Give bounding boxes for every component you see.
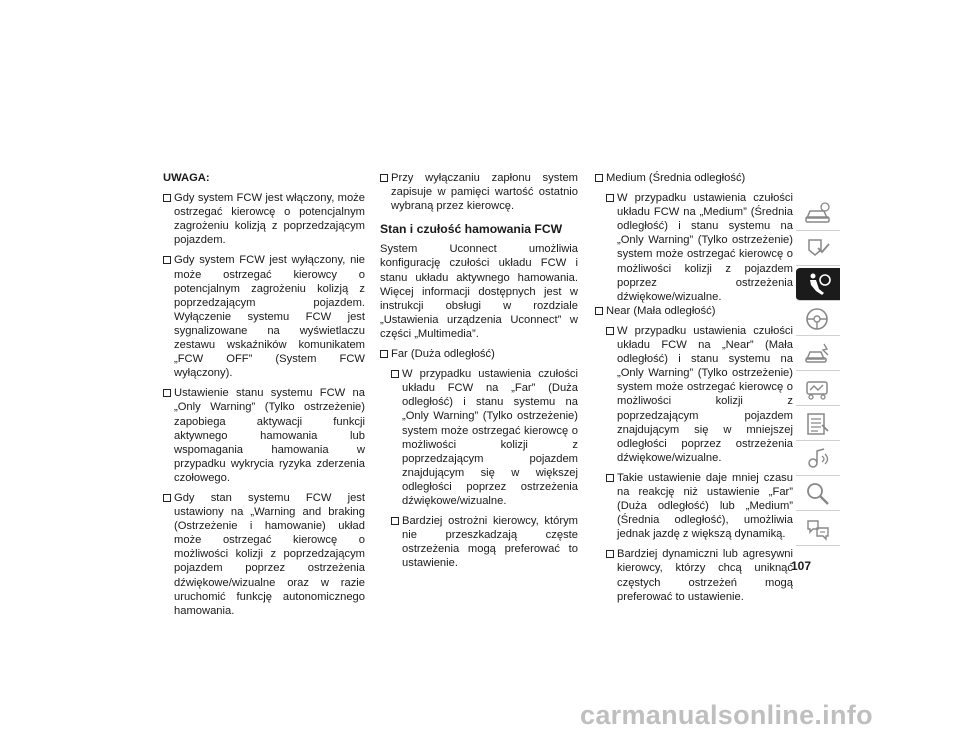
chapter-tabs-sidebar: [796, 198, 842, 548]
sub-list-item: Bardziej dynamiczni lub agresywni kierowcy, którzy chcą uniknąć częstych ostrzeżeń mogą preferować to ustawienie.: [606, 547, 793, 603]
checkbox-bullet-icon: [163, 256, 171, 264]
sub-list-item: W przypadku ustawienia czułości układu FCW na „Near” (Mała odległość) i stanu systemu na „Only Warning” (Tylko ostrzeżenie) system może ostrzegać kierowcę o możliwości kolizji z poprzedzającym pojazdem znajdującym się w mniejszej odległości poprzez ostrzeżenia dźwiękowe/wizualne.: [606, 324, 793, 465]
checkbox-bullet-icon: [380, 350, 388, 358]
checkbox-bullet-icon: [606, 550, 614, 558]
list-item: Ustawienie stanu systemu FCW na „Only Warning” (Tylko ostrzeżenie) zapobiega aktywacji funkcji aktywnego hamowania lub wspomagania hamowania w przypadku wykrycia ryzyka zderzenia czołowego.: [163, 386, 365, 485]
sub-list-item: Bardziej ostrożni kierowcy, którym nie przeszkadzają częste ostrzeżenia mogą preferować to ustawienie.: [391, 514, 578, 570]
checkbox-bullet-icon: [606, 194, 614, 202]
list-item-near: Near (Mała odległość): [595, 304, 793, 318]
language-icon: [804, 516, 832, 542]
sub-list-item: W przypadku ustawienia czułości układu FCW na „Medium” (Średnia odległość) i stanu systemu na „Only Warning” (Tylko ostrzeżenie) system może ostrzegać kierowcę o możliwości kolizji z pojazdem poprzez ostrzeżenia dźwiękowe/wizualne.: [606, 191, 793, 304]
list-item-medium: Medium (Średnia odległość): [595, 171, 793, 185]
checkbox-bullet-icon: [380, 174, 388, 182]
column-3: [595, 171, 793, 610]
tab-multimedia[interactable]: [796, 443, 840, 476]
checklist-icon: [804, 411, 832, 437]
list-item-far: Far (Duża odległość): [380, 347, 578, 361]
sub-list-item: W przypadku ustawienia czułości układu FCW na „Far” (Duża odległość) i stanu systemu na „Only Warning” (Tylko ostrzeżenie) system może ostrzegać kierowcę o możliwości kolizji z poprzedzającym pojazdem znajdującym się w większej odległości poprzez ostrzeżenia dźwiękowe/wizualne.: [391, 367, 578, 508]
warning-lights-icon: [804, 236, 832, 262]
sub-list-item: Takie ustawienie daje mniej czasu na reakcję niż ustawienie „Far” (Duża odległość) lub „Medium” (Średnia odległość), umożliwia jednak jazdę z większą dynamiką.: [606, 471, 793, 541]
list-item: Gdy system FCW jest włączony, może ostrzegać kierowcę o potencjalnym zagrożeniu kolizją z poprzedzającym pojazdem.: [163, 191, 365, 247]
tab-search[interactable]: [796, 478, 840, 511]
tab-steering-wheel[interactable]: [796, 303, 840, 336]
car-crash-icon: [804, 341, 832, 367]
checkbox-bullet-icon: [606, 327, 614, 335]
checkbox-bullet-icon: [595, 174, 603, 182]
checkbox-bullet-icon: [163, 494, 171, 502]
list-item: Gdy system FCW jest wyłączony, nie może ostrzegać kierowcy o potencjalnym zagrożeniu kolizją z poprzedzającym pojazdem. Wyłączenie systemu FCW jest sygnalizowane na wyświetlaczu zestawu wskaźników komunikatem „FCW OFF” (System FCW wyłączony).: [163, 253, 365, 380]
tab-car-service[interactable]: [796, 373, 840, 406]
multimedia-icon: [804, 446, 832, 472]
column-1: [163, 171, 365, 624]
section-heading: Stan i czułość hamowania FCW: [380, 222, 563, 237]
tab-language[interactable]: [796, 513, 840, 546]
car-info-icon: [804, 201, 832, 227]
paragraph: System Uconnect umożliwia konfigurację czułości układu FCW i stanu układu aktywnego hamowania. Więcej informacji dostępnych jest w instrukcji obsługi w rozdziale „Ustawienia urządzenia Uconnect” w części „Multimedia”.: [380, 243, 578, 340]
tab-car-info[interactable]: [796, 198, 840, 231]
checkbox-bullet-icon: [606, 474, 614, 482]
search-icon: [804, 481, 832, 507]
checkbox-bullet-icon: [595, 307, 603, 315]
tab-warning-lights[interactable]: [796, 233, 840, 266]
watermark: carmanualsonline.info: [580, 700, 873, 730]
tab-car-crash[interactable]: [796, 338, 840, 371]
column-2: [380, 171, 578, 576]
airbag-seatbelt-icon: [804, 271, 832, 297]
checkbox-bullet-icon: [163, 194, 171, 202]
checkbox-bullet-icon: [391, 517, 399, 525]
tab-checklist[interactable]: [796, 408, 840, 441]
checkbox-bullet-icon: [391, 370, 399, 378]
steering-wheel-icon: [804, 306, 832, 332]
page-number: 107: [791, 559, 812, 573]
list-item: Przy wyłączaniu zapłonu system zapisuje w pamięci wartość ostatnio wybraną przez kierowcę.: [380, 171, 578, 213]
tab-airbag-seatbelt[interactable]: [796, 268, 840, 301]
note-heading: UWAGA:: [163, 172, 210, 184]
list-item: Gdy stan systemu FCW jest ustawiony na „Warning and braking (Ostrzeżenie i hamowanie) układ może ostrzegać kierowcę o możliwości kolizji z poprzedzającym pojazdem poprzez ostrzeżenia dźwiękowe/wizualne oraz w razie uruchomić funkcję autonomicznego hamowania.: [163, 491, 365, 618]
checkbox-bullet-icon: [163, 389, 171, 397]
car-service-icon: [804, 376, 832, 402]
